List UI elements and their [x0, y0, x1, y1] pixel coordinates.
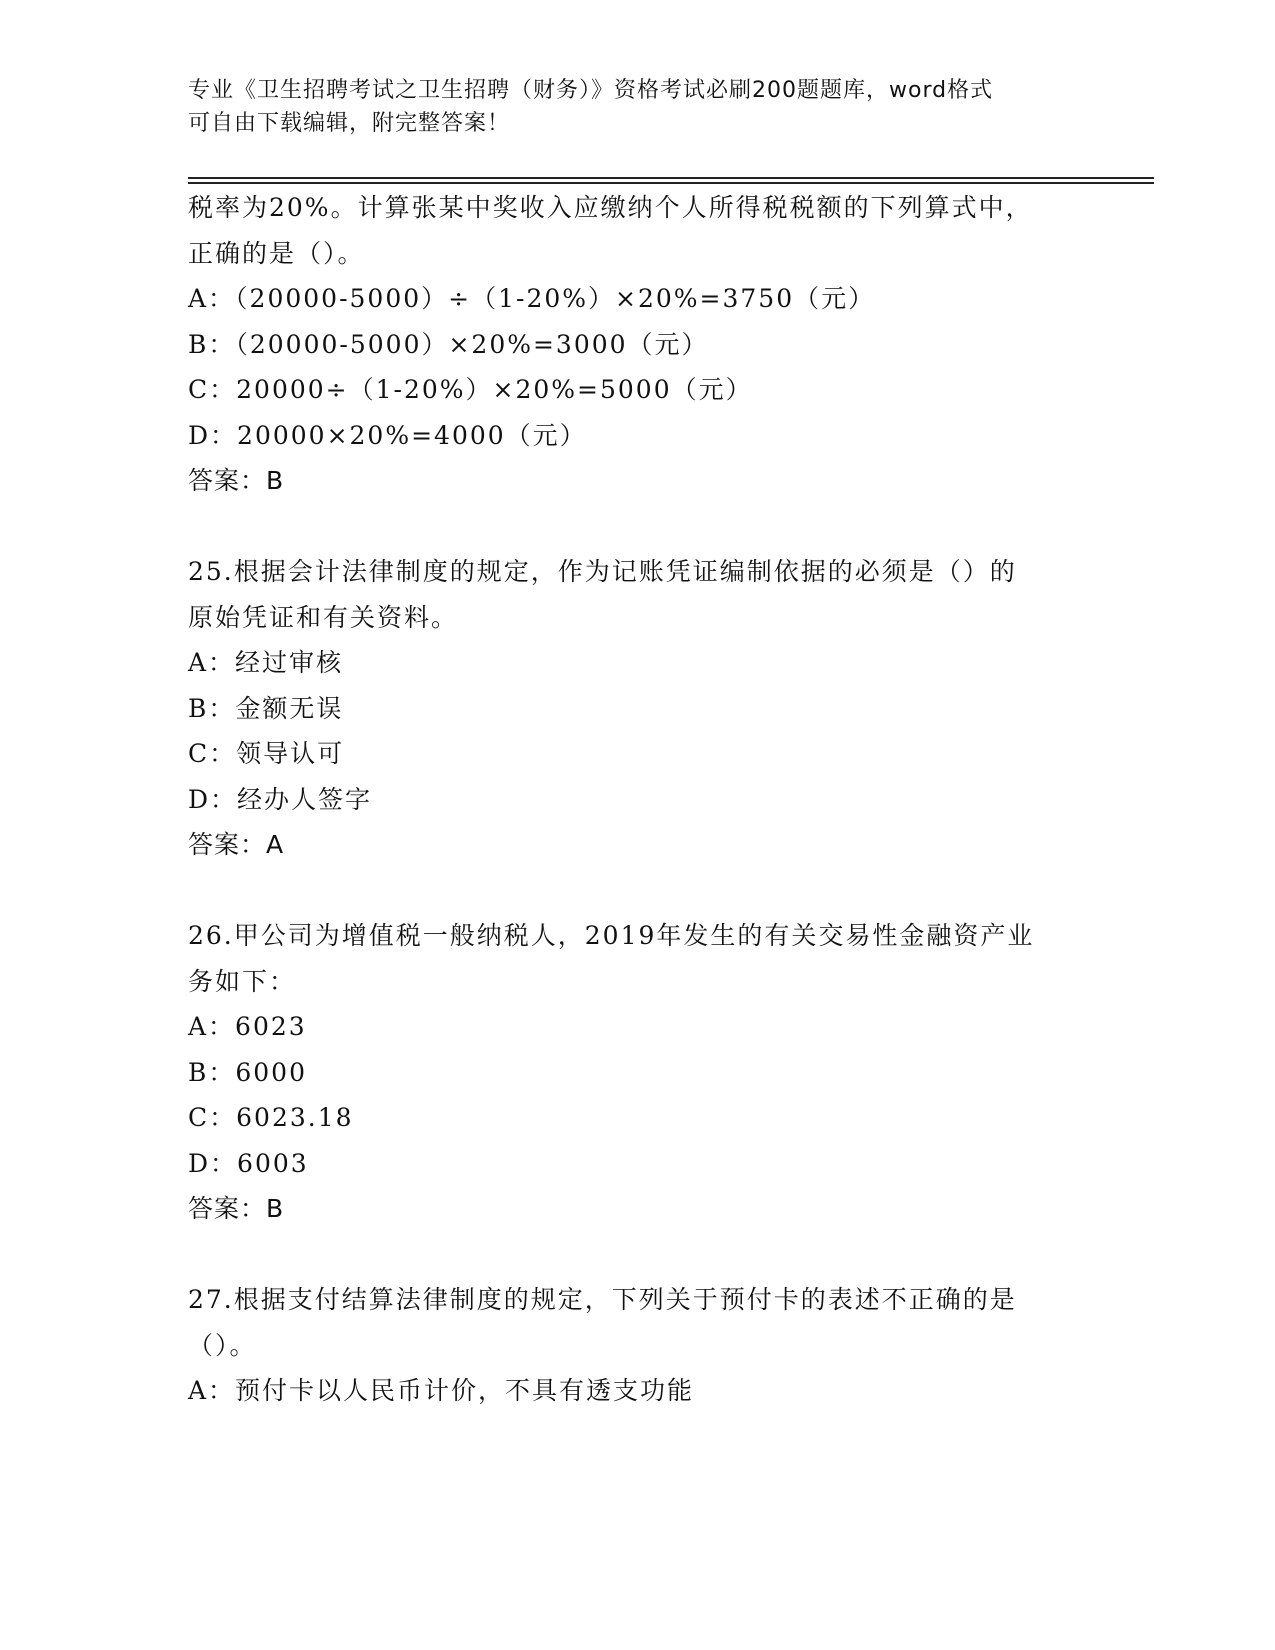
answer-text: 答案：A [188, 830, 285, 859]
answer-text: 答案：B [188, 1194, 285, 1223]
question-25 [188, 549, 1088, 868]
header-title-line-1: 专业《卫生招聘考试之卫生招聘（财务）》资格考试必刷200题题库，word格式 [188, 78, 994, 103]
option-d: D：6003 [188, 1148, 309, 1178]
question-stem-line: 税率为20%。计算张某中奖收入应缴纳个人所得税税额的下列算式中， [188, 193, 1033, 222]
option-c: C：6023.18 [188, 1103, 354, 1132]
question-stem-line: 25.根据会计法律制度的规定，作为记账凭证编制依据的必须是（）的 [188, 557, 1017, 586]
option-d: D：经办人签字 [188, 784, 373, 814]
option-a: A：预付卡以人民币计价，不具有透支功能 [188, 1376, 695, 1405]
spacer [188, 504, 1088, 550]
option-c: C：20000÷（1-20%）×20%=5000（元） [188, 375, 753, 404]
question-list [188, 185, 1088, 1414]
option-d: D：20000×20%=4000（元） [188, 420, 587, 450]
spacer [188, 868, 1088, 914]
option-b: B：（20000-5000）×20%=3000（元） [188, 329, 709, 359]
option-a: A：6023 [188, 1012, 307, 1041]
option-a: A：经过审核 [188, 648, 344, 677]
question-27 [188, 1277, 1088, 1414]
answer-text: 答案：B [188, 466, 285, 495]
question-stem-line: 务如下： [188, 966, 297, 996]
question-24 [188, 185, 1088, 504]
question-stem-line: 26.甲公司为增值税一般纳税人，2019年发生的有关交易性金融资产业 [188, 921, 1035, 950]
header-divider-top [188, 177, 1154, 179]
option-b: B：6000 [188, 1057, 307, 1087]
option-b: B：金额无误 [188, 693, 344, 723]
option-c: C：领导认可 [188, 739, 345, 768]
question-26 [188, 913, 1088, 1232]
spacer [188, 1232, 1088, 1278]
question-stem-line: 正确的是（）。 [188, 238, 365, 268]
document-header [188, 74, 1078, 140]
question-stem-line: （）。 [188, 1330, 257, 1360]
question-stem-line: 原始凭证和有关资料。 [188, 602, 459, 632]
question-stem-line: 27.根据支付结算法律制度的规定，下列关于预付卡的表述不正确的是 [188, 1285, 1017, 1314]
header-title-line-2: 可自由下载编辑，附完整答案！ [188, 111, 511, 136]
option-a: A：（20000-5000）÷（1-20%）×20%=3750（元） [188, 284, 876, 313]
header-divider-bottom [188, 182, 1154, 184]
